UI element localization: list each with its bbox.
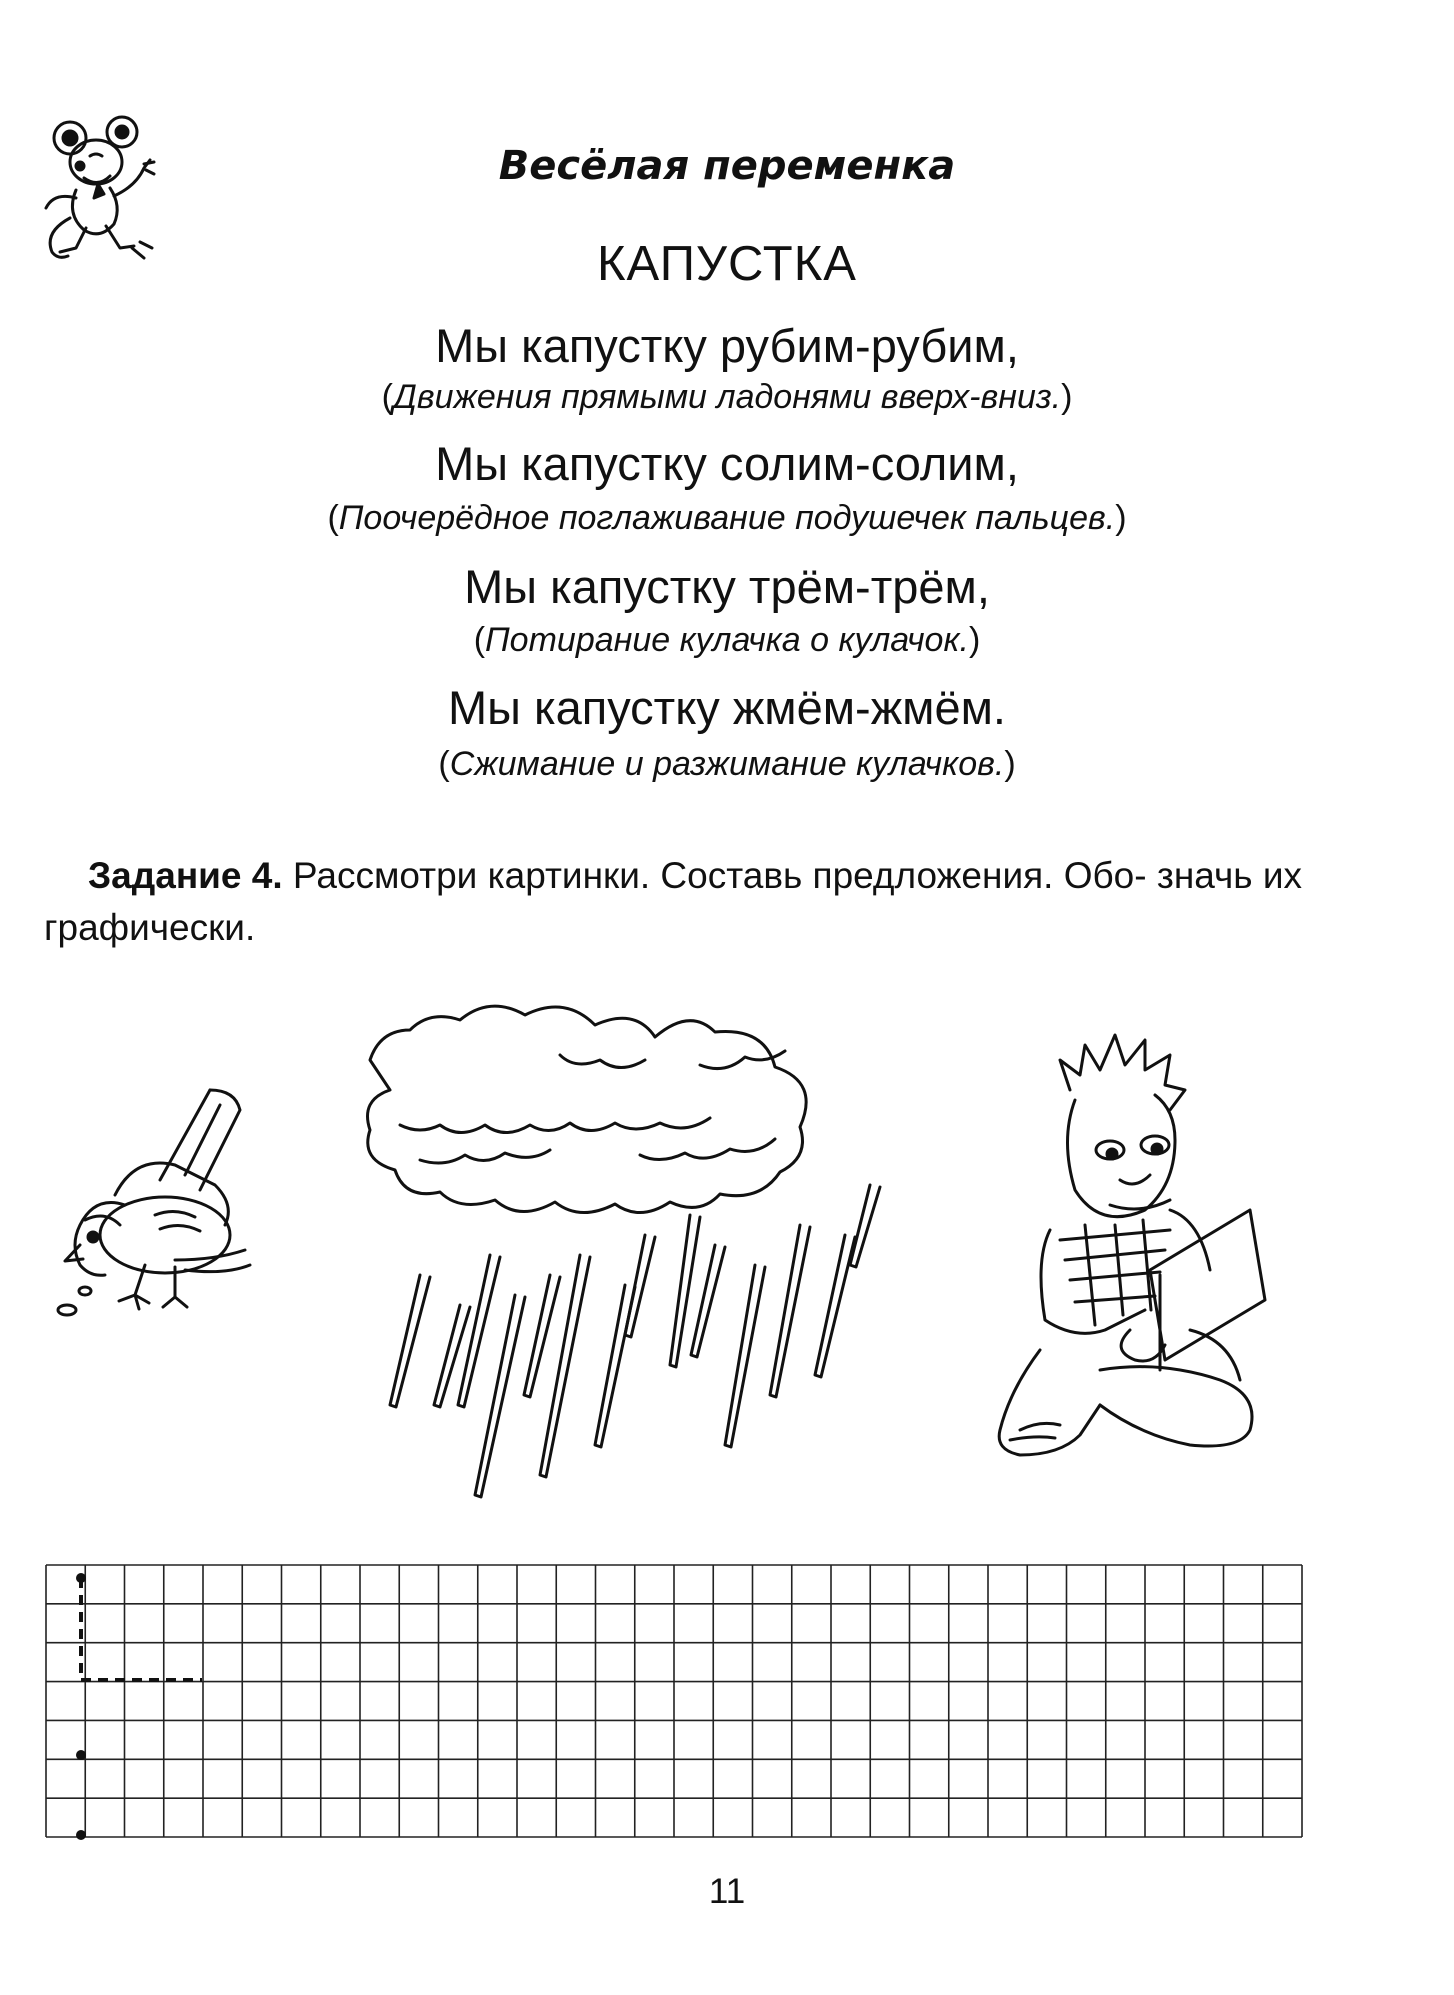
poem-line: Мы капустку солим-солим, bbox=[435, 437, 1019, 490]
task-text: Рассмотри картинки. Составь предложения. Обо- значь их графически. bbox=[44, 855, 1303, 948]
poem-line: Мы капустку рубим-рубим, bbox=[435, 319, 1019, 372]
page-number: 11 bbox=[708, 1872, 746, 1911]
task-label: Задание 4. bbox=[88, 855, 283, 896]
poem-note: (Поочерёдное поглаживание подушечек пальцев.) bbox=[327, 499, 1127, 537]
sparrow-pecking-illustration bbox=[55, 1085, 265, 1325]
rain-cloud-illustration bbox=[360, 1005, 900, 1525]
boy-reading-book-illustration bbox=[990, 1030, 1280, 1460]
poem-line: Мы капустку жмём-жмём. bbox=[448, 681, 1006, 734]
poem-note: (Движения прямыми ладонями вверх-вниз.) bbox=[381, 378, 1073, 416]
poem-line: Мы капустку трём-трём, bbox=[464, 560, 990, 613]
poem-note: (Сжимание и разжимание кулачков.) bbox=[438, 745, 1016, 783]
section-heading: Весёлая переменка bbox=[498, 143, 956, 189]
sentence-scheme-grid bbox=[44, 1563, 1304, 1839]
task-paragraph bbox=[44, 850, 1334, 954]
poem-title: КАПУСТКА bbox=[597, 237, 857, 291]
poem-note: (Потирание кулачка о кулачок.) bbox=[473, 621, 981, 659]
